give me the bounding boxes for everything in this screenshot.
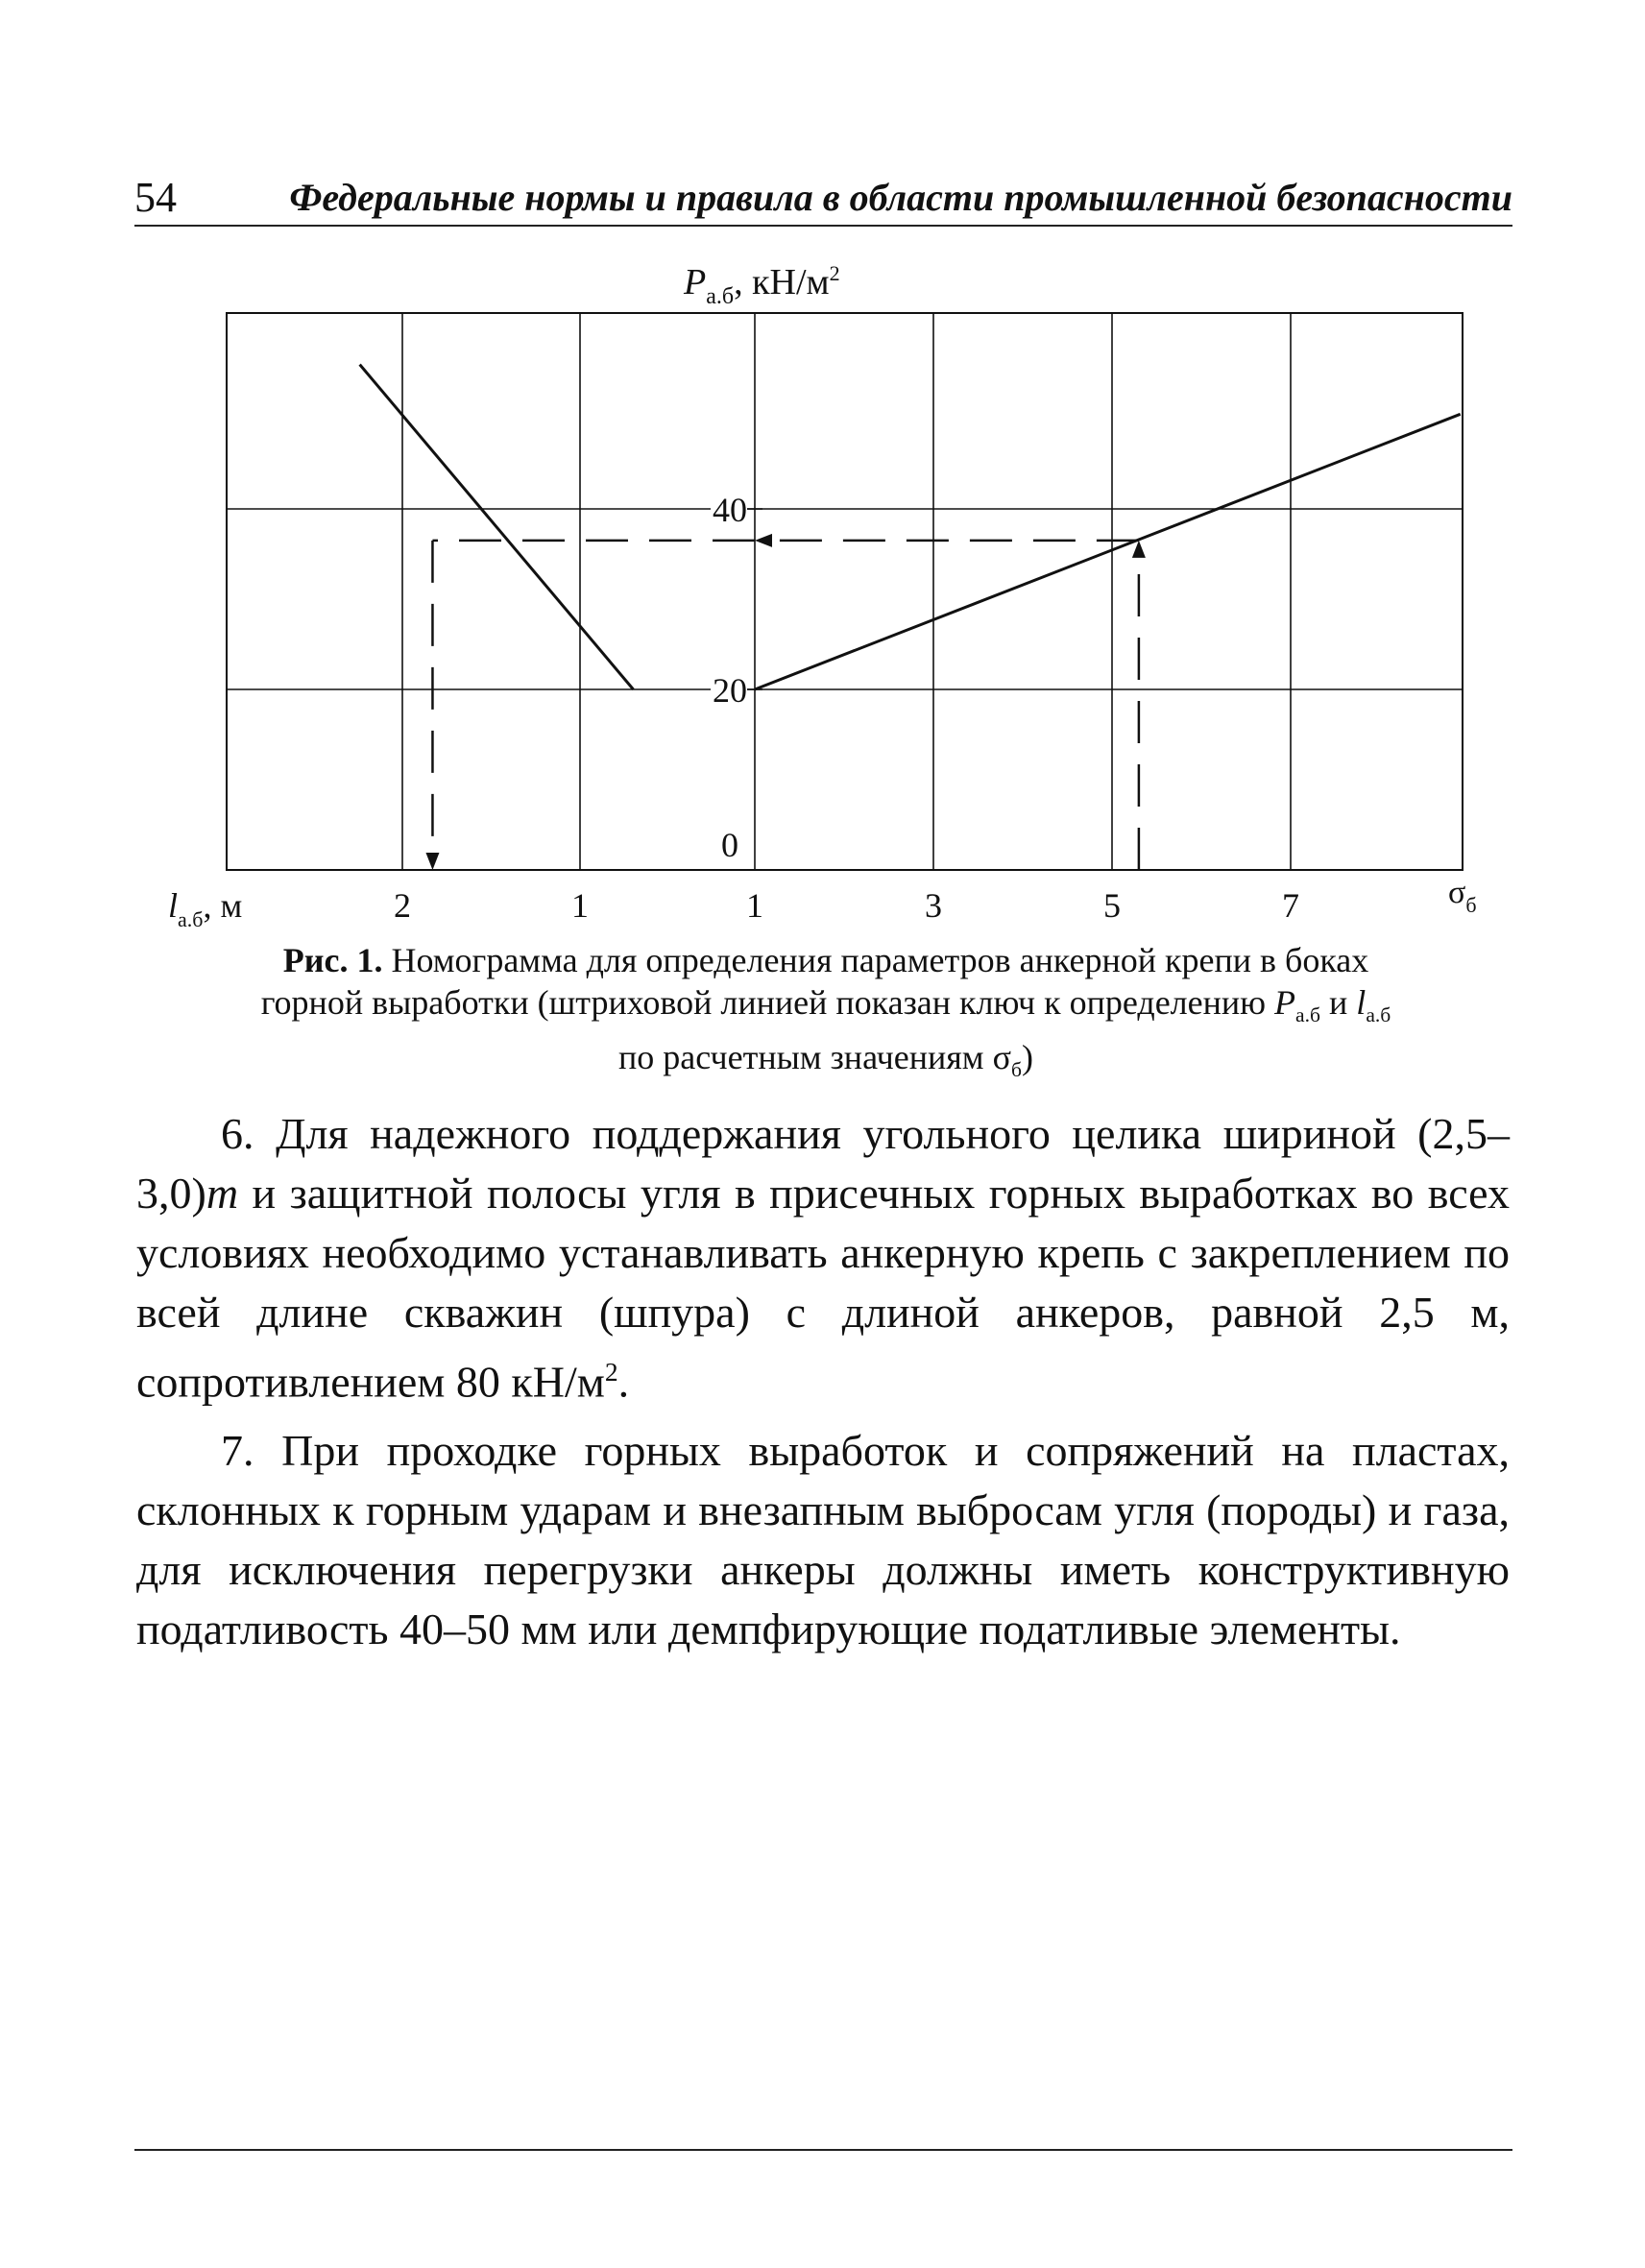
left-x-unit: , м xyxy=(203,886,243,925)
p6-m: m xyxy=(206,1169,239,1218)
y-axis-symbol: P xyxy=(684,262,707,302)
key-arrow-left xyxy=(755,534,772,547)
p6-text-a: 6. Для надежного поддержания угольного целика шириной (2,5–3,0) xyxy=(136,1109,1510,1218)
chart-grid xyxy=(227,313,1463,870)
caption-line-2 xyxy=(144,981,1508,1036)
figure-caption xyxy=(144,939,1508,1091)
page-number: 54 xyxy=(134,174,177,221)
left-x-subscript: а.б xyxy=(178,907,204,931)
series-line-Pa.b xyxy=(755,414,1461,689)
key-arrow-up xyxy=(1132,541,1146,558)
series-line-la.b xyxy=(360,365,634,689)
p6-sup: 2 xyxy=(604,1357,618,1387)
chart-series xyxy=(360,365,1461,689)
chart-labels xyxy=(168,261,1477,931)
caption-close: ) xyxy=(1021,1038,1033,1077)
caption-label: Рис. 1. xyxy=(282,941,383,979)
caption-text-2: горной выработки (штриховой линией показан ключ к определению xyxy=(260,983,1275,1022)
chart-frame xyxy=(227,313,1463,870)
key-arrow-down xyxy=(425,853,439,870)
paragraph-6 xyxy=(136,1104,1510,1411)
p6-text-b: и защитной полосы угля в присечных горных выработках во всех условиях необходимо устанавливать анкерную крепь с закреплением по всей длине скважин (шпура) с длиной анкеров, равной 2,5 м, сопротивлением 80 кН/м xyxy=(136,1169,1510,1407)
caption-conj: и xyxy=(1320,983,1357,1022)
right-x-subscript: б xyxy=(1465,893,1477,917)
nomogram-chart xyxy=(0,0,1645,941)
left-xtick-label-1: 1 xyxy=(571,886,589,925)
caption-l-sub: а.б xyxy=(1366,1003,1391,1027)
right-xtick-label-7: 7 xyxy=(1282,886,1299,925)
right-xtick-label-3: 3 xyxy=(925,886,942,925)
body-text xyxy=(136,1104,1510,1669)
ytick-label-0: 0 xyxy=(721,826,738,864)
y-axis-subscript: а.б xyxy=(706,284,735,309)
right-x-symbol: σ xyxy=(1448,875,1466,910)
right-xtick-label-1: 1 xyxy=(746,886,763,925)
caption-p-symbol: P xyxy=(1274,983,1296,1022)
left-x-axis-title xyxy=(168,886,242,931)
ytick-label-40: 40 xyxy=(713,491,747,529)
caption-text-1: Номограмма для определения параметров анкерной крепи в боках xyxy=(382,941,1369,979)
y-axis-unit-sup: 2 xyxy=(829,261,840,285)
ytick-label-20: 20 xyxy=(713,671,747,710)
running-title: Федеральные нормы и правила в области промышленной безопасности xyxy=(289,176,1512,219)
caption-text-3: по расчетным значениям σ xyxy=(618,1038,1011,1077)
caption-line-1 xyxy=(144,939,1508,981)
footer-rule xyxy=(134,2149,1512,2151)
paragraph-7: 7. При проходке горных выработок и сопряжений на пластах, склонных к горным ударам и внезапным выбросам угля (породы) и газа, для исключения перегрузки анкеры должны иметь конструктивную податливость 40–50 мм или демпфирующие податливые элементы. xyxy=(136,1426,1510,1654)
y-axis-title xyxy=(683,261,840,309)
caption-line-3 xyxy=(144,1036,1508,1091)
left-xtick-label-2: 2 xyxy=(394,886,411,925)
y-axis-unit: , кН/м xyxy=(734,262,830,302)
p6-end: . xyxy=(617,1357,630,1407)
caption-p-sub: а.б xyxy=(1295,1003,1321,1027)
key-dashed-line xyxy=(425,534,1145,870)
right-xtick-label-5: 5 xyxy=(1103,886,1121,925)
caption-sigma-sub: б xyxy=(1010,1058,1022,1082)
caption-l-symbol: l xyxy=(1356,983,1367,1022)
right-x-axis-title xyxy=(1448,875,1477,917)
left-x-symbol: l xyxy=(168,886,179,925)
